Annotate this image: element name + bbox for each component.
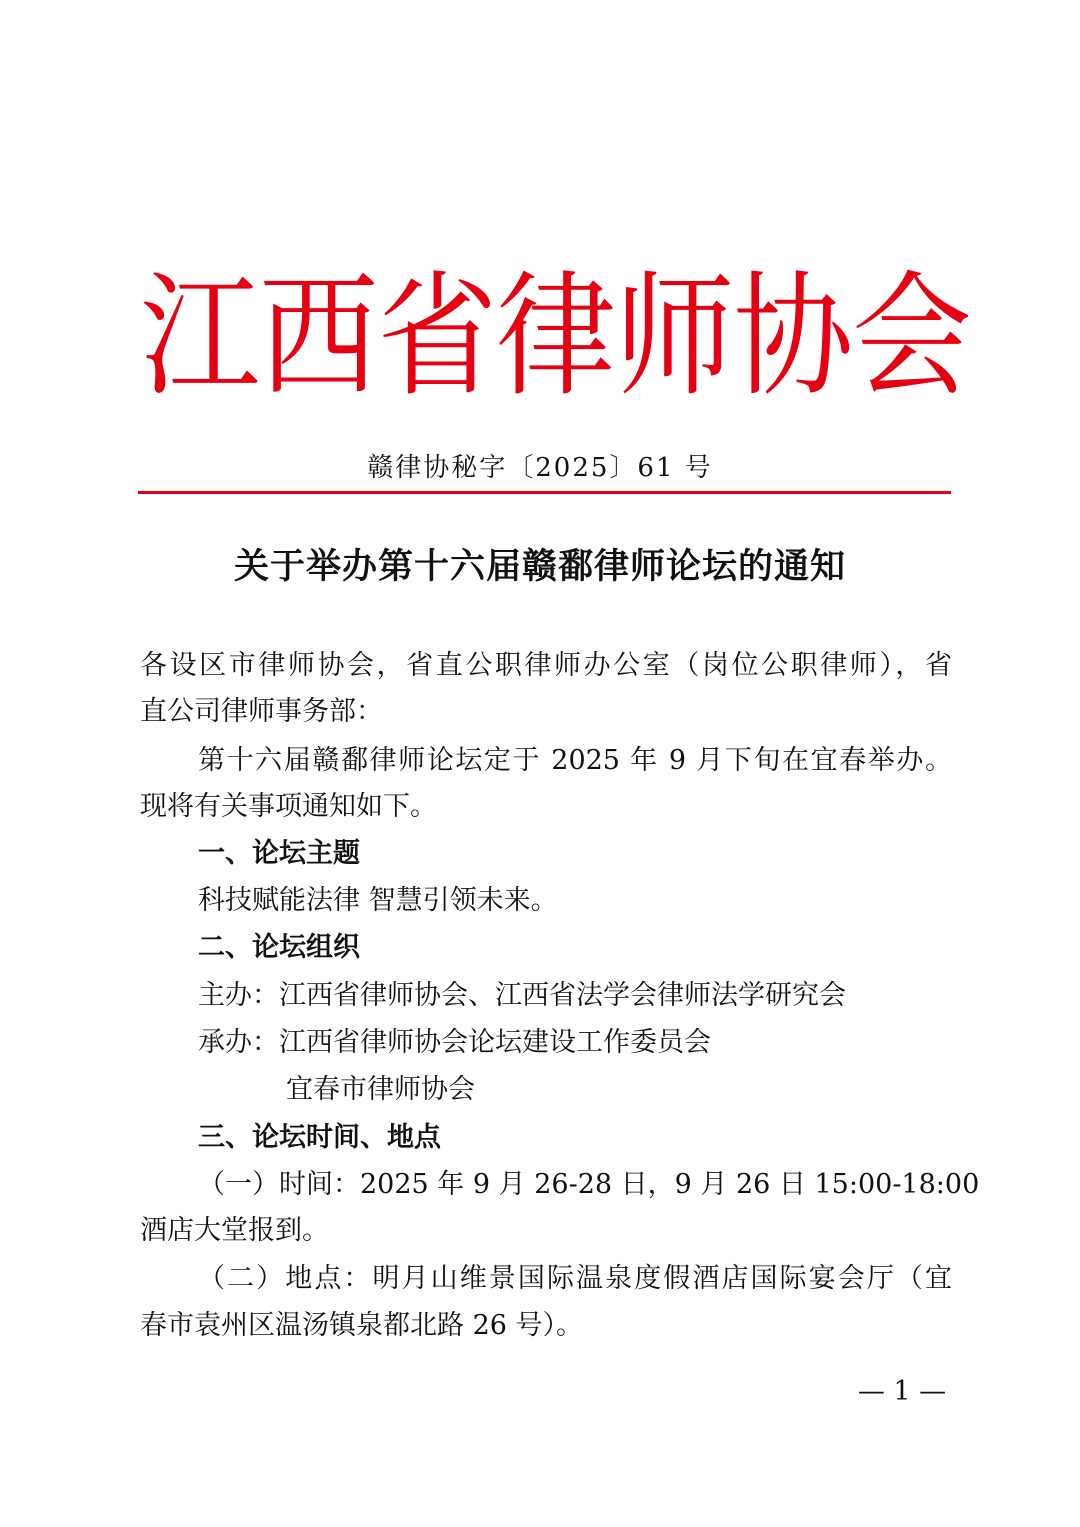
organizer-line-2: 宜春市律师协会 xyxy=(286,1074,475,1105)
host-line: 主办：江西省律师协会、江西省法学会律师法学研究会 xyxy=(198,980,846,1011)
masthead-char-1: 江 xyxy=(140,259,260,416)
document-number: 赣律协秘字〔2025〕61 号 xyxy=(367,453,713,483)
masthead-char-2: 西 xyxy=(258,259,379,416)
intro-line-1: 第十六届赣鄱律师论坛定于 2025 年 9 月下旬在宜春举办。 xyxy=(198,745,952,776)
red-divider-line xyxy=(138,491,951,494)
masthead xyxy=(140,259,972,416)
masthead-char-4: 律 xyxy=(495,259,616,416)
place-line-2: 春市袁州区温汤镇泉都北路 26 号）。 xyxy=(140,1310,584,1341)
addressee-line-1: 各设区市律师协会，省直公职律师办公室（岗位公职律师），省 xyxy=(140,650,952,681)
time-line-2: 酒店大堂报到。 xyxy=(140,1215,329,1246)
time-line-1: （一）时间：2025 年 9 月 26-28 日，9 月 26 日 15:00-18:00 xyxy=(198,1169,980,1200)
page-number: — 1 — xyxy=(857,1376,947,1407)
section-heading-time-place: 三、论坛时间、地点 xyxy=(198,1122,441,1153)
forum-theme-text: 科技赋能法律 智慧引领未来。 xyxy=(198,885,558,916)
addressee-line-2: 直公司律师事务部： xyxy=(140,696,383,727)
section-heading-theme: 一、论坛主题 xyxy=(198,838,360,869)
document-title: 关于举办第十六届赣鄱律师论坛的通知 xyxy=(233,546,846,587)
masthead-char-5: 师 xyxy=(614,259,735,416)
masthead-char-7: 会 xyxy=(851,259,972,416)
section-heading-organization: 二、论坛组织 xyxy=(198,932,360,963)
place-line-1: （二）地点：明月山维景国际温泉度假酒店国际宴会厅（宜 xyxy=(198,1263,952,1294)
masthead-char-3: 省 xyxy=(377,259,498,416)
intro-line-2: 现将有关事项通知如下。 xyxy=(140,791,437,822)
organizer-line: 承办：江西省律师协会论坛建设工作委员会 xyxy=(198,1027,711,1058)
masthead-char-6: 协 xyxy=(733,259,854,416)
